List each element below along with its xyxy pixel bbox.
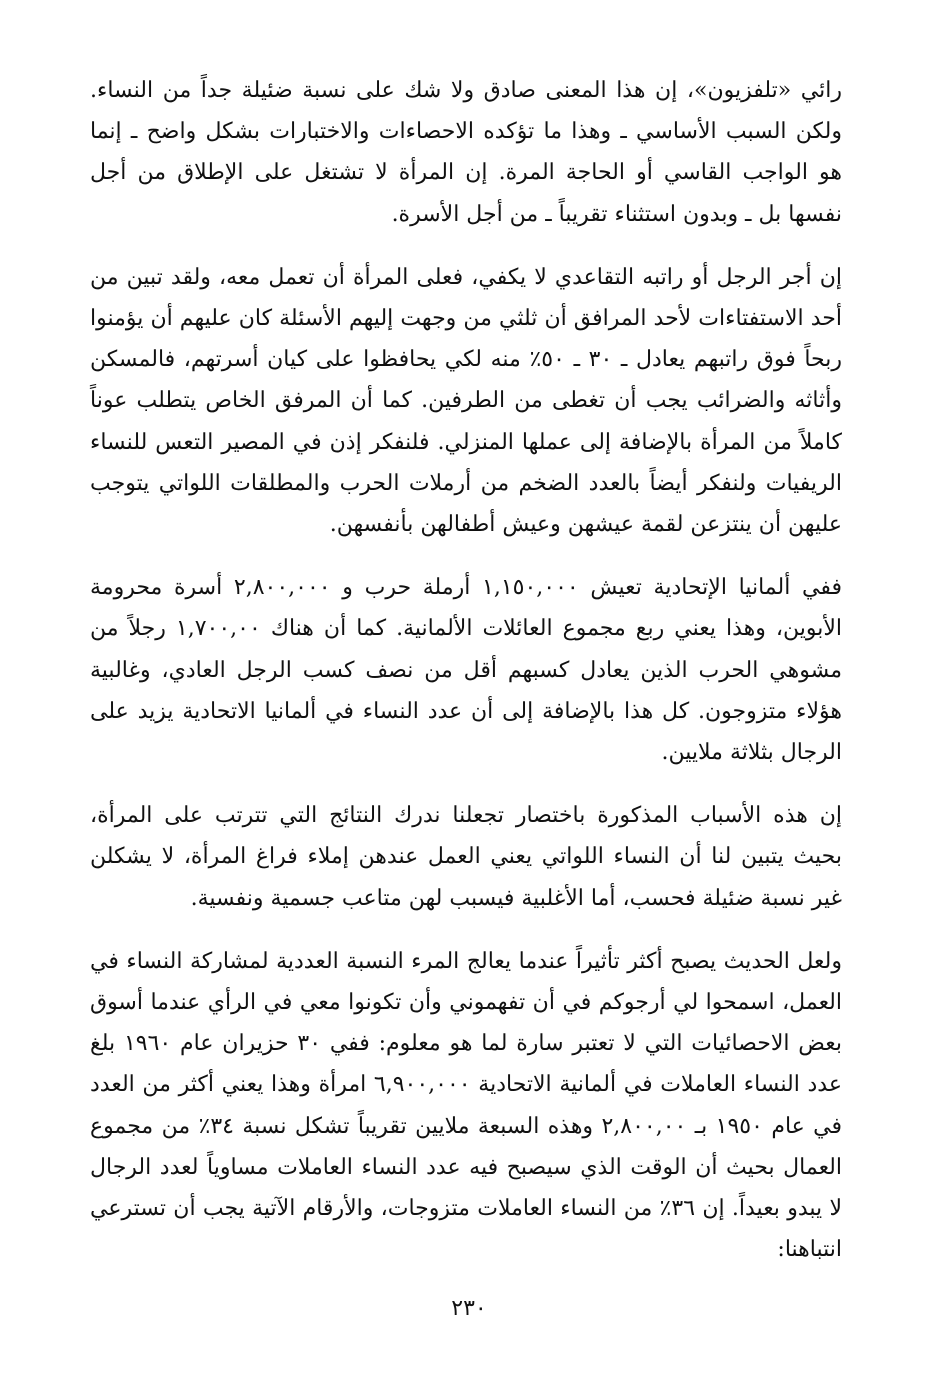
page-number: ٢٣٠ — [451, 1296, 487, 1321]
body-text — [90, 70, 842, 1270]
paragraph-gap — [90, 545, 842, 567]
paragraph-1: رائي «تلفزيون»، إن هذا المعنى صادق ولا شك على نسبة ضئيلة جداً من النساء. ولكن السبب الأساسي ـ وهذا ما تؤكده الاحصاءات والاختبارات بشكل واضح ـ إنما هو الواجب القاسي أو الحاجة المرة. إن المرأة لا تشتغل على الإطلاق من أجل نفسها بل ـ وبدون استثناء تقريباً ـ من أجل الأسرة. — [90, 78, 842, 227]
paragraph-3: ففي ألمانيا الإتحادية تعيش ١,١٥٠,٠٠٠ أرملة حرب و ٢,٨٠٠,٠٠٠ أسرة محرومة الأبوين، وهذا يعني ربع مجموع العائلات الألمانية. كما أن هناك ١,٧٠٠,٠٠ رجلاً من مشوهي الحرب الذين يعادل كسبهم أقل من نصف كسب الرجل العادي، وغالبية هؤلاء متزوجون. كل هذا بالإضافة إلى أن عدد النساء في ألمانيا الاتحادية يزيد على الرجال بثلاثة ملايين. — [90, 575, 843, 766]
paragraph-gap — [90, 773, 842, 795]
paragraph-4: إن هذه الأسباب المذكورة باختصار تجعلنا ندرك النتائج التي تترتب على المرأة، بحيث يتبين لنا أن النساء اللواتي يعني العمل عندهن إملاء فراغ المرأة، لا يشكلن غير نسبة ضئيلة فحسب، أما الأغلبية فيسبب لهن متاعب جسمية ونفسية. — [90, 803, 842, 911]
paragraph-2: إن أجر الرجل أو راتبه التقاعدي لا يكفي، فعلى المرأة أن تعمل معه، ولقد تبين من أحد الاستفتاءات لأحد المرافق أن ثلثي من وجهت إليهم الأسئلة كان عليهم أن يؤمنوا ربحاً فوق راتبهم يعادل ـ ٣٠ ـ ٥٠٪ منه لكي يحافظوا على كيان أسرتهم، فالمسكن وأثاثه والضرائب يجب أن تغطى من الطرفين. كما أن المرفق الخاص يتطلب عوناً كاملاً من المرأة بالإضافة إلى عملها المنزلي. فلنفكر إذن في المصير التعس للنساء الريفيات ولنفكر أيضاً بالعدد الضخم من أرملات الحرب والمطلقات اللواتي يتوجب عليهن أن ينتزعن لقمة عيشهن وعيش أطفالهن بأنفسهن. — [90, 264, 843, 538]
paragraph-gap — [90, 235, 842, 257]
paragraph-5: ولعل الحديث يصبح أكثر تأثيراً عندما يعالج المرء النسبة العددية لمشاركة النساء في العمل، اسمحوا لي أرجوكم في أن تفهموني وأن تكونوا معي في الرأي عندما أسوق بعض الاحصائيات التي لا تعتبر سارة لما هو معلوم: ففي ٣٠ حزيران عام ١٩٦٠ بلغ عدد النساء العاملات في ألمانية الاتحادية ٦,٩٠٠,٠٠٠ امرأة وهذا يعني أكثر من العدد في عام ١٩٥٠ بـ ٢,٨٠٠,٠٠ وهذه السبعة ملايين تقريباً تشكل نسبة ٣٤٪ من مجموع العمال بحيث أن الوقت الذي سيصبح فيه عدد النساء العاملات مساوياً لعدد الرجال لا يبدو بعيداً. إن ٣٦٪ من النساء العاملات متزوجات، والأرقام الآتية يجب أن تسترعي انتباهنا: — [90, 948, 843, 1263]
paragraph-gap — [90, 919, 842, 941]
